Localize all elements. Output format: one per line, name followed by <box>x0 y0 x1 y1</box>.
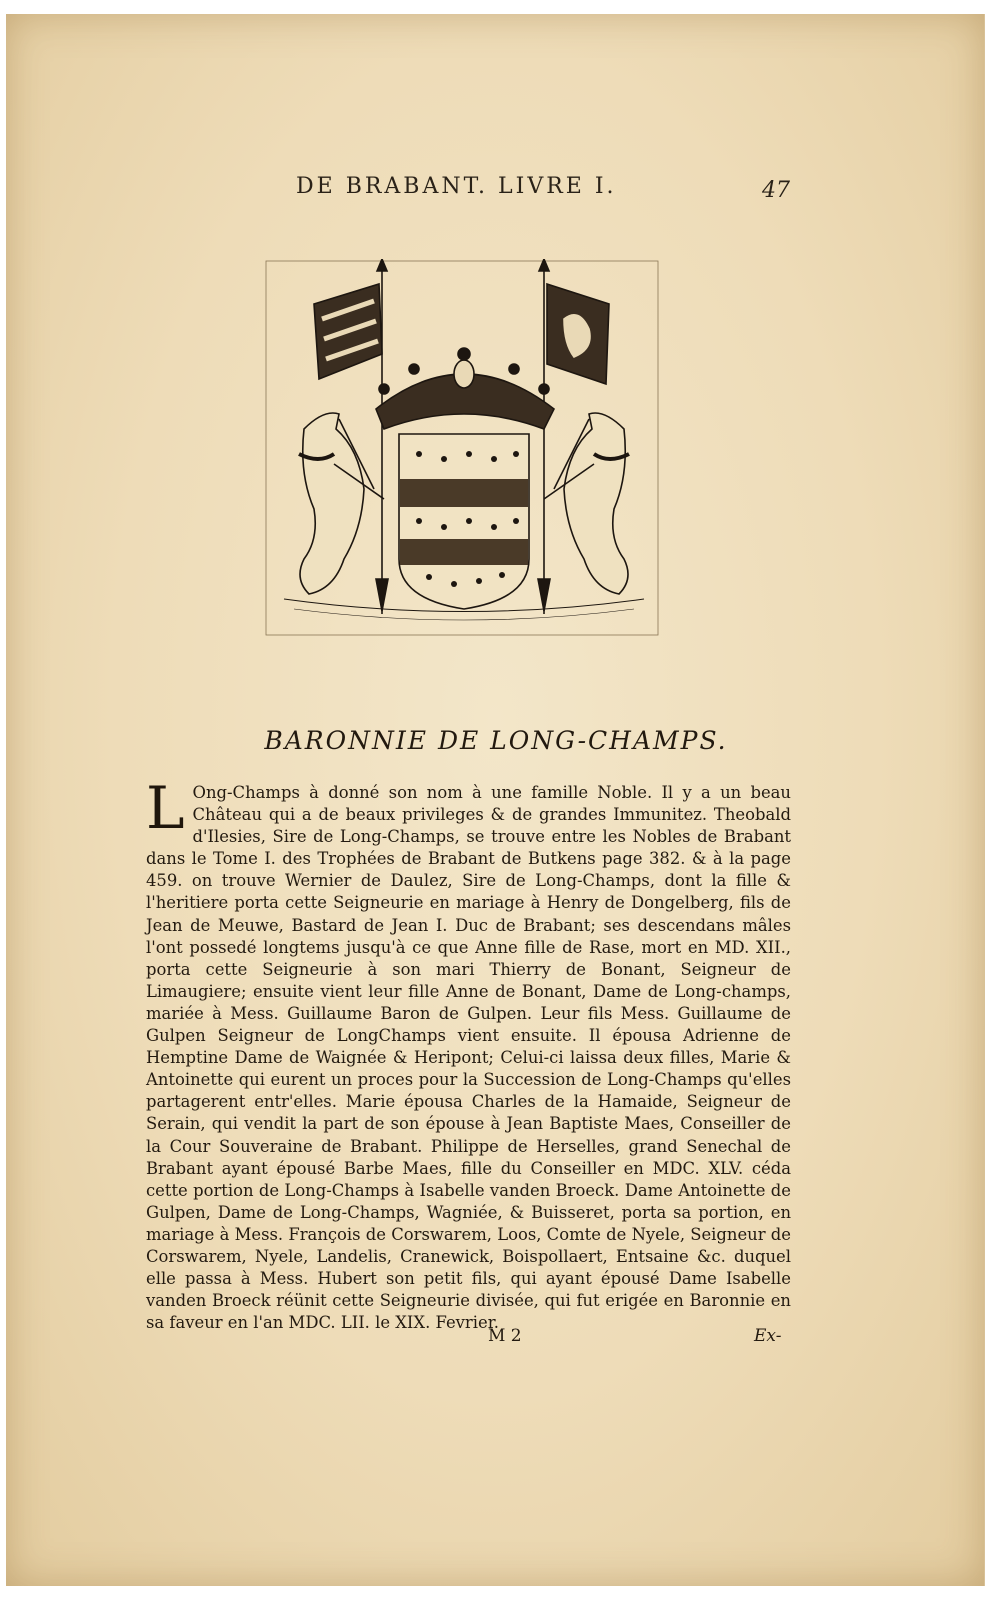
section-title: BARONNIE DE LONG-CHAMPS. <box>264 726 728 755</box>
coat-of-arms-engraving <box>264 259 664 644</box>
drop-cap: L <box>146 774 185 842</box>
body-text: Ong-Champs à donné son nom à une famille Noble. Il y a un beau Château qui a de beaux privileges & de grandes Immunitez. Theobald d'Ilesies, Sire de Long-Champs, se trouve entre les Nobles de Brabant dans le Tome I. des Trophées de Brabant de Butkens page 382. & à la page 459. on trouve Wernier de Daulez, Sire de Long-Champs, dont la fille & l'heritiere porta cette Seigneurie en mariage à Henry de Dongelberg, fils de Jean de Meuwe, Bastard de Jean I. Duc de Brabant; ses descendans mâles l'ont possedé longtems jusqu'à ce que Anne fille de Rase, mort en MD. XII., porta cette Seigneurie à son mari Thierry de Bonant, Seigneur de Limaugiere; ensuite vient leur fille Anne de Bonant, Dame de Long-champs, mariée à Mess. Guillaume Baron de Gulpen. Leur fils Mess. Guillaume de Gulpen Seigneur de LongChamps vient ensuite. Il épousa Adrienne de Hemptine Dame de Waignée & Heripont; Celui-ci laissa deux filles, Marie & Antoinette qui eurent un proces pour la Succession de Long-Champs qu'elles partagerent entr'elles. Marie épousa Charles de la Hamaide, Seigneur de Serain, qui vendit la part de son épouse à Jean Baptiste Maes, Conseiller de la Cour Souveraine de Brabant. Philippe de Herselles, grand Senechal de Brabant ayant épousé Barbe Maes, fille du Conseiller en MDC. XLV. céda cette portion de Long-Champs à Isabelle vanden Broeck. Dame Antoinette de Gulpen, Dame de Long-Champs, Wagniée, & Buisseret, porta sa portion, en mariage à Mess. François de Corswarem, Loos, Comte de Nyele, Seigneur de Corswarem, Nyele, Landelis, Cranewick, Boispollaert, Entsaine &c. duquel elle passa à Mess. Hubert son petit fils, qui ayant épousé Dame Isabelle vanden Broeck réünit cette Seigneurie divisée, qui fut erigée en Baronnie en sa faveur en l'an MDC. LII. le XIX. Fevrier. <box>146 783 791 1333</box>
body-paragraph <box>146 774 791 1334</box>
catchword: Ex- <box>754 1326 782 1346</box>
signature-mark: M 2 <box>488 1326 522 1346</box>
page-number: 47 <box>762 178 790 203</box>
paper-sheet <box>6 14 985 1586</box>
running-head: DE BRABANT. LIVRE I. <box>296 174 617 199</box>
